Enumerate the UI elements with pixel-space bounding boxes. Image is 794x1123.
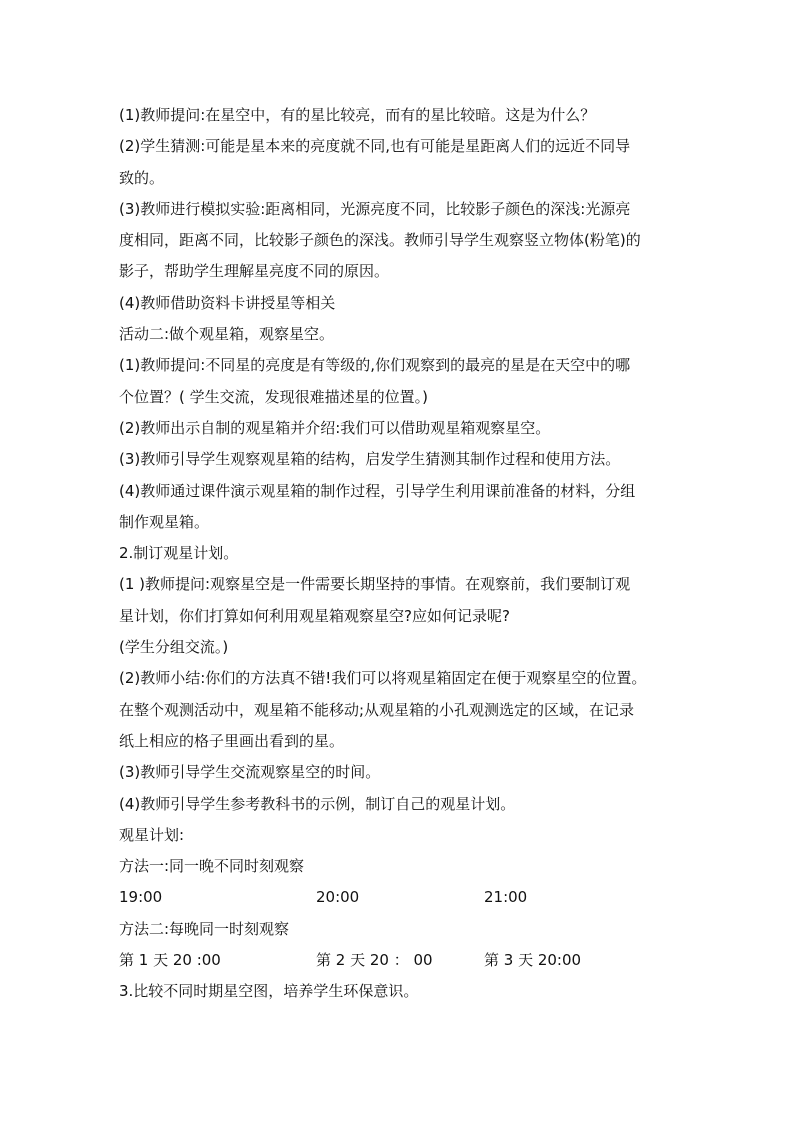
time-cell: 19:00 [119, 888, 163, 907]
text-line: (4)教师借助资料卡讲授星等相关 [119, 293, 336, 312]
text-line: (2)教师出示自制的观星箱并介绍:我们可以借助观星箱观察星空。 [119, 418, 551, 437]
text-line: 度相同，距离不同，比较影子颜色的深浅。教师引导学生观察竖立物体(粉笔)的 [119, 231, 641, 250]
day-cell: 第 1 天 20 :00 [119, 951, 221, 970]
text-line: (3)教师进行模拟实验:距离相同，光源亮度不同，比较影子颜色的深浅:光源亮 [119, 199, 631, 218]
document-body [119, 100, 679, 1008]
section-heading: 2.制订观星计划。 [119, 544, 239, 563]
time-cell: 21:00 [484, 888, 528, 907]
time-cell: 20:00 [316, 888, 360, 907]
text-line: (3)教师引导学生交流观察星空的时间。 [119, 763, 381, 782]
text-line: (2)学生猜测:可能是星本来的亮度就不同,也有可能是星距离人们的远近不同导 [119, 137, 631, 156]
days-row [119, 945, 679, 976]
day-cell: 第 2 天 20 ： 00 [316, 951, 433, 970]
times-row [119, 882, 679, 913]
day-cell: 第 3 天 20:00 [484, 951, 582, 970]
text-line: 活动二:做个观星箱，观察星空。 [119, 325, 335, 344]
text-line: 致的。 [119, 168, 165, 187]
text-line: 方法二:每晚同一时刻观察 [119, 919, 290, 938]
text-line: (3)教师引导学生观察观星箱的结构，启发学生猜测其制作过程和使用方法。 [119, 450, 621, 469]
text-line: 在整个观测活动中，观星箱不能移动;从观星箱的小孔观测选定的区域，在记录 [119, 700, 635, 719]
text-line: (学生分组交流。) [119, 638, 229, 657]
text-line: 个位置？( 学生交流，发现很难描述星的位置。) [119, 387, 428, 406]
text-line: (1 )教师提问:观察星空是一件需要长期坚持的事情。在观察前，我们要制订观 [119, 575, 631, 594]
text-line: 纸上相应的格子里画出看到的星。 [119, 731, 345, 750]
text-line: 观星计划: [119, 825, 185, 844]
text-line: (4)教师引导学生参考教科书的示例，制订自己的观星计划。 [119, 794, 516, 813]
text-line: (2)教师小结:你们的方法真不错!我们可以将观星箱固定在便于观察星空的位置。 [119, 669, 647, 688]
text-line: 影子，帮助学生理解星亮度不同的原因。 [119, 262, 390, 281]
text-line: 制作观星箱。 [119, 512, 210, 531]
text-line: (4)教师通过课件演示观星箱的制作过程，引导学生利用课前准备的材料，分组 [119, 481, 636, 500]
section-heading: 3.比较不同时期星空图，培养学生环保意识。 [119, 982, 419, 1001]
text-line: 方法一:同一晚不同时刻观察 [119, 857, 305, 876]
text-line: (1)教师提问:不同星的亮度是有等级的,你们观察到的最亮的星是在天空中的哪 [119, 356, 631, 375]
text-line: (1)教师提问:在星空中，有的星比较亮，而有的星比较暗。这是为什么？ [119, 106, 596, 124]
text-line: 星计划，你们打算如何利用观星箱观察星空?应如何记录呢? [119, 606, 510, 625]
